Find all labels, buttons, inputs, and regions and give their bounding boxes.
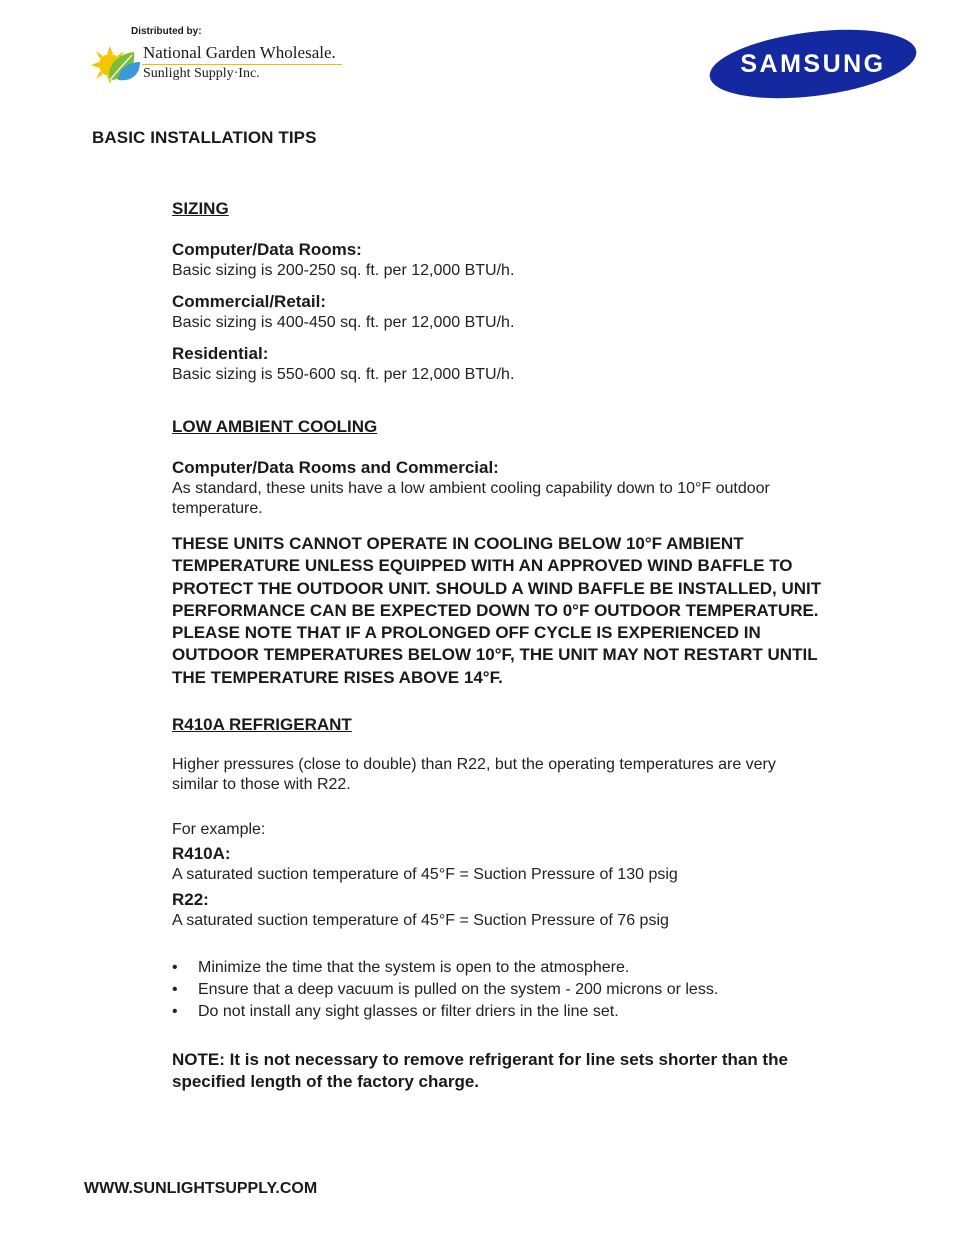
company-divider [142,64,342,65]
bullet-marker: • [172,981,178,999]
bullet-marker: • [172,959,178,977]
company-name-line2: Sunlight Supply·Inc. [143,66,260,81]
list-item-text: Ensure that a deep vacuum is pulled on the system - 200 microns or less. [198,981,719,999]
sizing-commercial-label: Commercial/Retail: [172,292,326,311]
refrigerant-note: NOTE: It is not necessary to remove refrigerant for line sets shorter than the specified length of the factory charge. [172,1050,788,1092]
list-item [172,957,852,979]
samsung-logo [707,28,919,100]
low-ambient-heading: LOW AMBIENT COOLING [172,417,378,436]
low-ambient-label: Computer/Data Rooms and Commercial: [172,458,499,477]
sizing-residential-label: Residential: [172,344,269,363]
r22-text: A saturated suction temperature of 45°F = Suction Pressure of 76 psig [172,912,669,930]
company-name-line1: National Garden Wholesale. [143,43,336,62]
list-item [172,1001,852,1023]
r410a-text: A saturated suction temperature of 45°F = Suction Pressure of 130 psig [172,866,678,884]
list-item-text: Minimize the time that the system is open to the atmosphere. [198,959,630,977]
low-ambient-text: As standard, these units have a low ambient cooling capability down to 10°F outdoor temperature. [172,480,770,517]
list-item-text: Do not install any sight glasses or filter driers in the line set. [198,1003,619,1021]
example-label: For example: [172,821,266,839]
sizing-heading: SIZING [172,199,229,218]
website-link[interactable]: WWW.SUNLIGHTSUPPLY.COM [84,1180,318,1197]
bullet-marker: • [172,1003,178,1021]
low-ambient-warning: THESE UNITS CANNOT OPERATE IN COOLING BELOW 10°F AMBIENT TEMPERATURE UNLESS EQUIPPED WITH AN APPROVED WIND BAFFLE TO PROTECT THE OUTDOOR UNIT. SHOULD A WIND BAFFLE BE INSTALLED, UNIT PERFORMANCE CAN BE EXPECTED DOWN TO 0°F OUTDOOR TEMPERATURE. PLEASE NOTE THAT IF A PROLONGED OFF CYCLE IS EXPERIENCED IN OUTDOOR TEMPERATURES BELOW 10°F, THE UNIT MAY NOT RESTART UNTIL THE TEMPERATURE RISES ABOVE 14°F. [172,534,822,687]
refrigerant-heading: R410A REFRIGERANT [172,715,352,735]
sizing-commercial-text: Basic sizing is 400-450 sq. ft. per 12,000 BTU/h. [172,314,515,331]
sizing-residential-text: Basic sizing is 550-600 sq. ft. per 12,000 BTU/h. [172,366,515,383]
list-item [172,979,852,1001]
refrigerant-bullet-list [172,957,852,1023]
r22-label: R22: [172,890,209,910]
main-content [172,198,852,1094]
samsung-logo-text: SAMSUNG [740,50,886,78]
sizing-computer-text: Basic sizing is 200-250 sq. ft. per 12,000 BTU/h. [172,262,515,279]
sizing-computer-label: Computer/Data Rooms: [172,240,362,259]
page-title: BASIC INSTALLATION TIPS [92,128,317,147]
sun-leaf-logo-icon [88,40,144,90]
r410a-label: R410A: [172,844,231,864]
distributed-by-label: Distributed by: [131,26,202,37]
refrigerant-intro: Higher pressures (close to double) than R22, but the operating temperatures are very similar to those with R22. [172,756,776,794]
